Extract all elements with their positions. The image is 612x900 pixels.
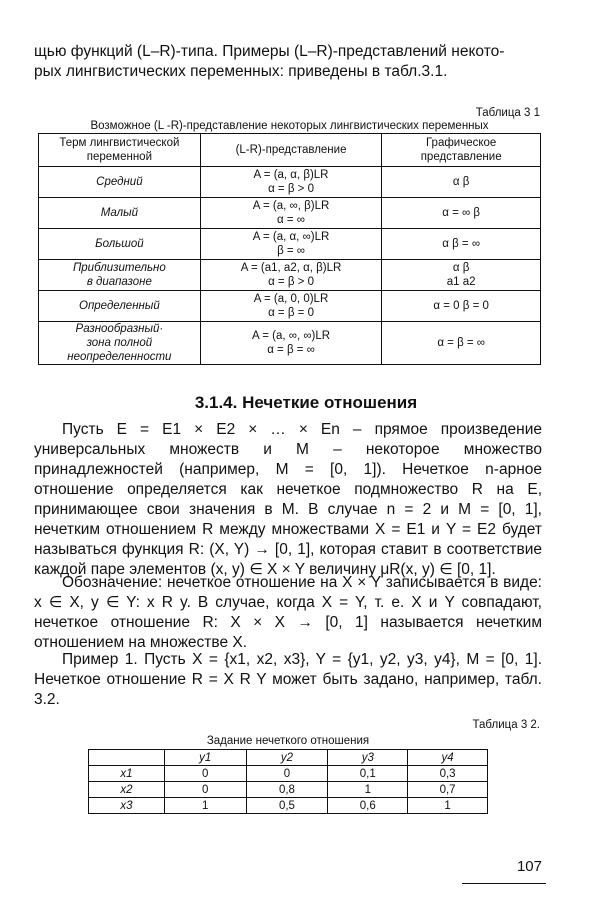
graph-cell [382, 291, 541, 322]
table2-value-cell: 1 [408, 798, 488, 814]
table2-column-header: y3 [328, 750, 408, 766]
lr-representation-table [38, 133, 541, 365]
representation-cell [200, 260, 382, 291]
graph-cell [382, 229, 541, 260]
table2-value-cell: 0 [164, 766, 246, 782]
representation-text: α = β > 0 [268, 183, 314, 195]
footer-rule [462, 883, 546, 884]
graph-text: α = 0 β = 0 [433, 300, 489, 312]
table1-caption: Возможное (L -R)-представление некоторых лингвистических переменных [90, 120, 489, 132]
paragraph-example: Пример 1. Пусть X = {x1, x2, x3}, Y = {y1, y2, y3, y4}, M = [0, 1]. Нечеткое отношение R = X R Y может быть задано, например, табл. 3.2. [34, 651, 542, 708]
representation-text: α = β > 0 [268, 276, 314, 288]
table2-value-cell: 1 [328, 782, 408, 798]
table2-value-cell: 0,5 [246, 798, 328, 814]
table2-corner-cell [89, 750, 165, 766]
table1-header-text: представление [420, 151, 502, 163]
table2-value-cell: 0 [246, 766, 328, 782]
table1-row [39, 198, 541, 229]
intro-text [34, 42, 542, 82]
representation-text: A = (a, ∞, β)LR [252, 200, 330, 212]
representation-cell [200, 229, 382, 260]
term-cell [39, 229, 201, 260]
table1-header-row [39, 134, 541, 167]
term-text: Средний [96, 176, 143, 188]
term-cell [39, 198, 201, 229]
page-number: 107 [516, 858, 542, 875]
table2-row-label: x3 [89, 798, 165, 814]
table2-value-cell: 0,3 [408, 766, 488, 782]
term-text: неопределенности [67, 351, 172, 363]
term-text: в диапазоне [86, 276, 152, 288]
representation-cell [200, 167, 382, 198]
table1-label: Таблица 3 1 [475, 107, 540, 119]
representation-text: A = (a, ∞, ∞)LR [251, 330, 331, 342]
representation-text: α = β = ∞ [267, 344, 315, 356]
table1-header-text: Графическое [425, 137, 497, 149]
table1-row [39, 167, 541, 198]
table2-column-header: y1 [164, 750, 246, 766]
graph-cell [382, 260, 541, 291]
graph-text: α β [452, 262, 470, 274]
term-text: Разнообразный· [75, 323, 164, 335]
table2-header-row [89, 750, 488, 766]
graph-text: α = ∞ β [442, 207, 481, 219]
representation-text: A = (a, α, β)LR [253, 169, 329, 181]
table2-column-header: y4 [408, 750, 488, 766]
representation-cell [200, 322, 382, 365]
table2-row-label: x2 [89, 782, 165, 798]
table2-value-cell: 0,8 [246, 782, 328, 798]
representation-cell [200, 198, 382, 229]
table2-value-cell: 0,7 [408, 782, 488, 798]
paragraph-notation: Обозначение: нечеткое отношение на X × Y записывается в виде: x ∈ X, y ∈ Y: x R y. В случае, когда X = Y, т. е. X и Y совпадают, нечеткое отношение R: X × X → [0, 1] называется нечетким отношением на множестве X. [34, 574, 542, 651]
table2-row-label: x1 [89, 766, 165, 782]
term-text: Малый [100, 207, 139, 219]
representation-text: A = (a1, a2, α, β)LR [240, 262, 342, 274]
representation-text: β = ∞ [277, 245, 305, 257]
table1-row [39, 260, 541, 291]
fuzzy-relation-table [88, 749, 488, 814]
table2-row [89, 766, 488, 782]
table1-row [39, 291, 541, 322]
representation-text: α = ∞ [277, 214, 305, 226]
table2-column-header: y2 [246, 750, 328, 766]
graph-text: α = β = ∞ [437, 337, 485, 349]
table2-row [89, 798, 488, 814]
table2-value-cell: 0,1 [328, 766, 408, 782]
table1-header-text: переменной [86, 151, 152, 163]
term-cell [39, 167, 201, 198]
table2-value-cell: 0 [164, 782, 246, 798]
table2-caption: Задание нечеткого отношения [206, 735, 370, 747]
paragraph-definition: Пусть E = E1 × E2 × … × En – прямое произведение универсальных множеств и M – некоторое множество принадлежностей (например, M = [0, 1]). Нечеткое n-арное отношение определяется как нечеткое подмножество R на E, принимающее свои значения в M. В случае n = 2 и M = [0, 1], нечетким отношением R между множествами X = E1 и Y = E2 будет называться функция R: (X, Y) → [0, 1], которая ставит в соответствие каждой паре элементов (x, y) ∈ X × Y величину μR(x, y) ∈ [0, 1]. [34, 421, 542, 578]
graph-cell [382, 198, 541, 229]
table2-row [89, 782, 488, 798]
table2-value-cell: 1 [164, 798, 246, 814]
table1-header-cell [200, 134, 382, 167]
graph-cell [382, 167, 541, 198]
term-text: Определенный [79, 300, 160, 312]
graph-cell [382, 322, 541, 365]
table1-header-text: (L-R)-представление [235, 144, 347, 156]
table1-header-text: Терм лингвистической [59, 137, 180, 149]
intro-line-1: щью функций (L–R)-типа. Примеры (L–R)-представлений некото- [34, 43, 505, 60]
graph-text: α β = ∞ [442, 238, 481, 250]
term-text: Большой [95, 238, 144, 250]
term-cell [39, 260, 201, 291]
table2-label: Таблица 3 2. [472, 719, 540, 731]
section-title: 3.1.4. Нечеткие отношения [194, 393, 418, 412]
term-text: Приблизительно [72, 262, 166, 274]
representation-cell [200, 291, 382, 322]
representation-text: α = β = 0 [268, 307, 314, 319]
graph-text: a1 a2 [446, 276, 476, 288]
intro-line-2: рых лингвистических переменных: приведены в табл.3.1. [34, 63, 448, 80]
term-cell [39, 291, 201, 322]
representation-text: A = (a, α, ∞)LR [252, 231, 330, 243]
term-text: зона полной [86, 337, 153, 349]
term-cell [39, 322, 201, 365]
table1-header-cell [39, 134, 201, 167]
representation-text: A = (a, 0, 0)LR [253, 293, 329, 305]
graph-text: α β [452, 176, 470, 188]
table1-row [39, 229, 541, 260]
table1-row [39, 322, 541, 365]
table1-header-cell [382, 134, 541, 167]
table2-value-cell: 0,6 [328, 798, 408, 814]
